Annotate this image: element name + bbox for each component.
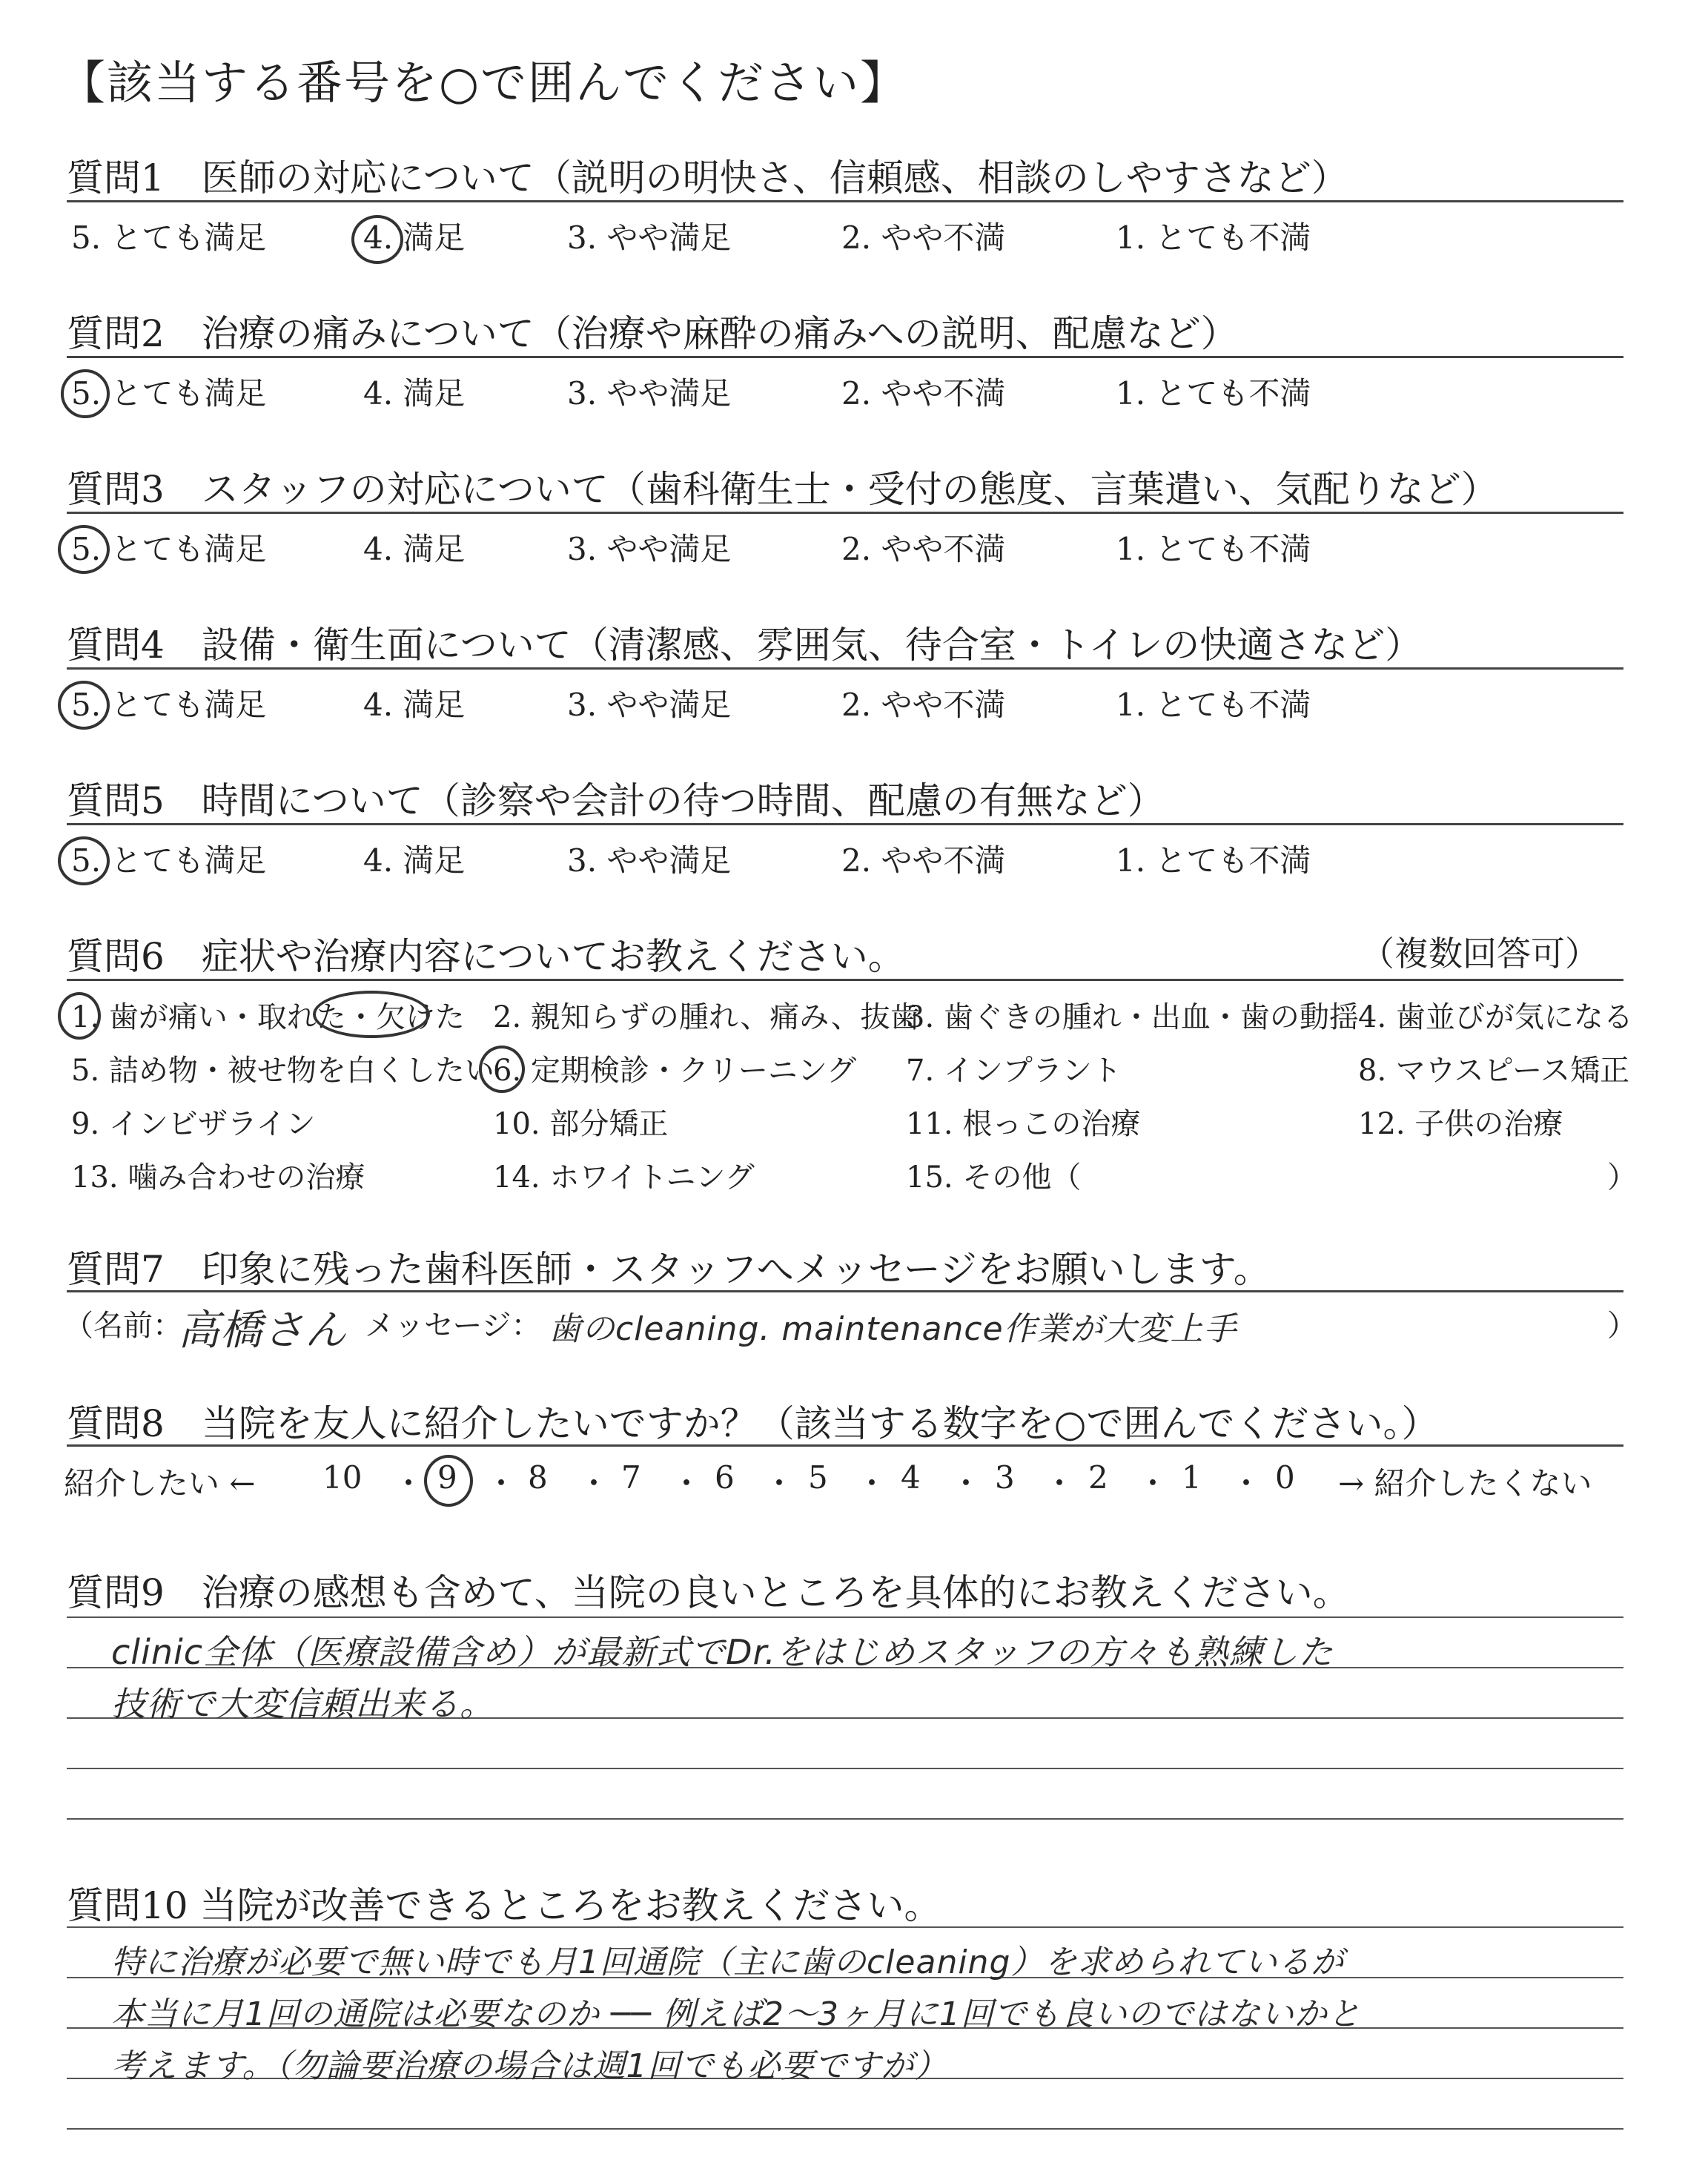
q6-option-5[interactable]: 5. 詰め物・被せ物を白くしたい	[71, 1054, 494, 1088]
message-close-paren: ）	[1607, 1309, 1637, 1343]
q6-option-2[interactable]: 2. 親知らずの腫れ、痛み、抜歯	[493, 1000, 920, 1034]
q6-option-6[interactable]: 6. 定期検診・クリーニング	[493, 1054, 857, 1088]
q2-option-3[interactable]: 3. やや満足	[567, 375, 732, 412]
q2-selection-circle	[61, 369, 110, 418]
recommend-right-label: → 紹介したくない	[1338, 1465, 1592, 1502]
score-0[interactable]: 0	[1275, 1459, 1295, 1496]
q6-selection-circle-1	[58, 992, 101, 1040]
q1-option-5[interactable]: 5. とても満足	[71, 219, 267, 256]
question-3-title: 質問3 スタッフの対応について（歯科衛生士・受付の態度、言葉遣い、気配りなど）	[67, 468, 1498, 511]
message-label: メッセージ：	[365, 1309, 541, 1343]
question-9-title: 質問9 治療の感想も含めて、当院の良いところを具体的にお教えください。	[67, 1571, 1350, 1614]
q4-option-3[interactable]: 3. やや満足	[567, 687, 732, 723]
score-8[interactable]: 8	[528, 1459, 548, 1496]
recommend-left-label: 紹介したい ←	[64, 1465, 256, 1502]
name-handwritten[interactable]: 高橋さん	[178, 1307, 347, 1355]
score-separator: ・	[486, 1465, 517, 1502]
question-6-title: 質問6 症状や治療内容についてお教えください。	[67, 935, 905, 978]
score-6[interactable]: 6	[715, 1459, 735, 1496]
answer-line	[67, 1768, 1623, 1769]
q3-selection-circle	[58, 525, 110, 574]
q5-selection-circle	[58, 836, 110, 885]
question-2-title: 質問2 治療の痛みについて（治療や麻酔の痛みへの説明、配慮など）	[67, 312, 1238, 355]
q6-option-9[interactable]: 9. インビザライン	[71, 1107, 316, 1141]
q3-option-3[interactable]: 3. やや満足	[567, 531, 732, 567]
score-separator: ・	[950, 1465, 982, 1502]
q6-option-4[interactable]: 4. 歯並びが気になる	[1358, 1000, 1633, 1034]
score-10[interactable]: 10	[322, 1459, 363, 1496]
divider	[67, 356, 1623, 358]
q6-option-15-other[interactable]: 15. その他（	[906, 1160, 1082, 1195]
answer-line	[67, 2128, 1623, 2130]
q6-option-10[interactable]: 10. 部分矯正	[493, 1107, 669, 1141]
q5-option-4[interactable]: 4. 満足	[363, 842, 466, 879]
q5-option-2[interactable]: 2. やや不満	[841, 842, 1006, 879]
score-5[interactable]: 5	[808, 1459, 828, 1496]
multiple-answers-note: （複数回答可）	[1360, 934, 1599, 974]
q4-option-5[interactable]: 5. とても満足	[71, 687, 267, 723]
score-1[interactable]: 1	[1182, 1459, 1202, 1496]
score-separator: ・	[856, 1465, 888, 1502]
score-separator: ・	[1137, 1465, 1169, 1502]
q1-option-2[interactable]: 2. やや不満	[841, 219, 1006, 256]
q1-option-1[interactable]: 1. とても不満	[1116, 219, 1311, 256]
q6-option-12[interactable]: 12. 子供の治療	[1358, 1107, 1563, 1141]
q9-answer-line-2[interactable]: 技術で大変信頼出来る。	[111, 1684, 494, 1724]
q3-option-4[interactable]: 4. 満足	[363, 531, 466, 567]
q6-option-13[interactable]: 13. 噛み合わせの治療	[71, 1160, 365, 1195]
q1-option-4[interactable]: 4. 満足	[363, 219, 466, 256]
score-4[interactable]: 4	[901, 1459, 921, 1496]
q5-option-3[interactable]: 3. やや満足	[567, 842, 732, 879]
divider	[67, 1444, 1623, 1447]
answer-line	[67, 1926, 1623, 1928]
q1-option-3[interactable]: 3. やや満足	[567, 219, 732, 256]
q1-selection-circle	[351, 215, 403, 264]
q10-answer-line-2[interactable]: 本当に月1回の通院は必要なのか ── 例えば2～3ヶ月に1回でも良いのではないかと	[111, 1995, 1361, 2033]
q5-option-1[interactable]: 1. とても不満	[1116, 842, 1311, 879]
score-separator: ・	[1044, 1465, 1076, 1502]
q6-option-11[interactable]: 11. 根っこの治療	[906, 1107, 1141, 1141]
q3-option-2[interactable]: 2. やや不満	[841, 531, 1006, 567]
q4-option-4[interactable]: 4. 満足	[363, 687, 466, 723]
score-separator: ・	[671, 1465, 703, 1502]
q2-option-1[interactable]: 1. とても不満	[1116, 375, 1311, 412]
name-label: （名前：	[64, 1309, 182, 1343]
q2-option-2[interactable]: 2. やや不満	[841, 375, 1006, 412]
q10-answer-line-1[interactable]: 特に治療が必要で無い時でも月1回通院（主に歯のcleaning）を求められているが	[111, 1943, 1345, 1981]
score-9[interactable]: 9	[437, 1459, 457, 1496]
q6-selection-circle-6	[479, 1046, 525, 1093]
q4-option-1[interactable]: 1. とても不満	[1116, 687, 1311, 723]
q6-option-7[interactable]: 7. インプラント	[906, 1054, 1122, 1088]
q3-option-5[interactable]: 5. とても満足	[71, 531, 267, 567]
page-title: 【該当する番号を○で囲んでください】	[59, 56, 908, 110]
q4-option-2[interactable]: 2. やや不満	[841, 687, 1006, 723]
q6-option-3[interactable]: 3. 歯ぐきの腫れ・出血・歯の動揺	[906, 1000, 1359, 1034]
q8-selection-circle	[424, 1455, 473, 1507]
score-7[interactable]: 7	[621, 1459, 641, 1496]
question-4-title: 質問4 設備・衛生面について（清潔感、雰囲気、待合室・トイレの快適さなど）	[67, 624, 1423, 667]
score-separator: ・	[764, 1465, 795, 1502]
score-separator: ・	[393, 1465, 425, 1502]
q6-option-8[interactable]: 8. マウスピース矯正	[1358, 1054, 1630, 1088]
question-8-title: 質問8 当院を友人に紹介したいですか？（該当する数字を○で囲んでください。）	[67, 1402, 1439, 1445]
q6-option-1[interactable]: 1. 歯が痛い・取れた・欠けた	[71, 1000, 465, 1034]
divider	[67, 823, 1623, 825]
q2-option-5[interactable]: 5. とても満足	[71, 375, 267, 412]
q4-selection-circle	[58, 681, 110, 730]
score-2[interactable]: 2	[1088, 1459, 1108, 1496]
q5-option-5[interactable]: 5. とても満足	[71, 842, 267, 879]
question-10-title: 質問10 当院が改善できるところをお教えください。	[67, 1884, 941, 1927]
q6-option-14[interactable]: 14. ホワイトニング	[493, 1160, 755, 1195]
answer-line	[67, 1616, 1623, 1618]
score-separator: ・	[1231, 1465, 1262, 1502]
q2-option-4[interactable]: 4. 満足	[363, 375, 466, 412]
score-separator: ・	[578, 1465, 610, 1502]
q3-option-1[interactable]: 1. とても不満	[1116, 531, 1311, 567]
divider	[67, 979, 1623, 981]
score-3[interactable]: 3	[995, 1459, 1015, 1496]
divider	[67, 1290, 1623, 1292]
q10-answer-line-3[interactable]: 考えます。（勿論要治療の場合は週1回でも必要ですが）	[111, 2047, 948, 2085]
question-5-title: 質問5 時間について（診察や会計の待つ時間、配慮の有無など）	[67, 779, 1165, 822]
q9-answer-line-1[interactable]: clinic全体（医療設備含め）が最新式でDr.をはじめスタッフの方々も熟練した	[111, 1632, 1334, 1672]
divider	[67, 667, 1623, 670]
question-7-title: 質問7 印象に残った歯科医師・スタッフへメッセージをお願いします。	[67, 1248, 1271, 1291]
q6-selection-circle-kaketa	[313, 991, 430, 1038]
divider	[67, 512, 1623, 514]
q6-other-close-paren: ）	[1607, 1160, 1637, 1195]
divider	[67, 200, 1623, 202]
message-handwritten[interactable]: 歯のcleaning. maintenance作業が大変上手	[549, 1310, 1237, 1348]
answer-line	[67, 1818, 1623, 1820]
question-1-title: 質問1 医師の対応について（説明の明快さ、信頼感、相談のしやすさなど）	[67, 156, 1348, 199]
